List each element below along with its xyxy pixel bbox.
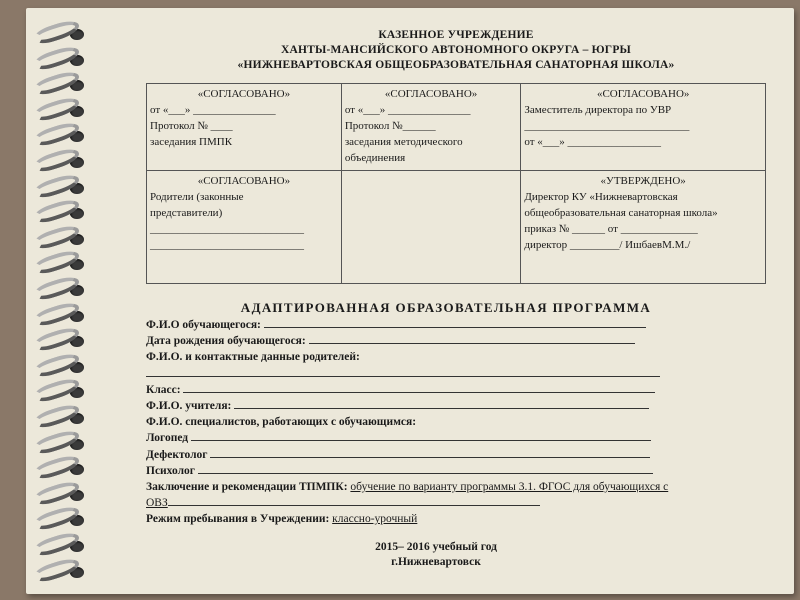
spiral-ring [30, 329, 90, 353]
header-line: «НИЖНЕВАРТОВСКАЯ ОБЩЕОБРАЗОВАТЕЛЬНАЯ САНАТОРНАЯ ШКОЛА» [237, 59, 675, 71]
spiral-binding [30, 22, 90, 597]
form-row-psychologist [146, 463, 786, 479]
spiral-ring [30, 73, 90, 97]
form-label: Класс: [146, 383, 181, 396]
approval-line: ______________________________ [524, 120, 690, 132]
spiral-ring [30, 252, 90, 276]
blank-field [198, 463, 653, 474]
approval-line: приказ № ______ от ______________ [524, 223, 698, 235]
blank-field [168, 495, 540, 506]
blank-field [146, 366, 660, 377]
approval-line: от «___» _______________ [344, 104, 471, 116]
approval-title: «СОГЛАСОВАНО» [384, 88, 478, 100]
form-label: Ф.И.О. и контактные данные родителей: [146, 351, 360, 364]
approval-line: ____________________________ [150, 223, 304, 235]
approval-line: Заместитель директора по УВР [524, 104, 672, 116]
notebook-page [26, 8, 794, 594]
form-label: Дата рождения обучающегося: [146, 335, 306, 348]
approval-cell-deputy [521, 84, 766, 171]
student-form [146, 317, 786, 528]
form-row-conclusion [146, 479, 786, 495]
approval-title: «УТВЕРЖДЕНО» [600, 175, 686, 187]
approval-cell-parents [147, 171, 342, 284]
form-row-parents [146, 349, 786, 365]
form-row-mode [146, 511, 786, 527]
mode-value: классно-урочный [332, 513, 418, 526]
approval-title: «СОГЛАСОВАНО» [197, 88, 291, 100]
form-label: Дефектолог [146, 448, 208, 461]
spiral-ring [30, 508, 90, 532]
approval-cell-method [341, 84, 521, 171]
form-row-conclusion-cont [146, 495, 786, 511]
spiral-ring [30, 483, 90, 507]
spiral-ring [30, 406, 90, 430]
spiral-ring [30, 22, 90, 46]
academic-year: 2015– 2016 учебный год [375, 541, 497, 553]
form-row-student [146, 317, 786, 333]
spiral-ring [30, 534, 90, 558]
conclusion-value-cont: ОВЗ [146, 497, 168, 510]
form-row-logoped [146, 430, 786, 446]
spiral-ring [30, 560, 90, 584]
spiral-ring [30, 176, 90, 200]
approval-cell-empty [341, 171, 521, 284]
form-label: Ф.И.О. учителя: [146, 400, 232, 413]
spiral-ring [30, 278, 90, 302]
header-line: ХАНТЫ-МАНСИЙСКОГО АВТОНОМНОГО ОКРУГА – ЮГРЫ [280, 44, 632, 56]
form-row-birth [146, 333, 786, 349]
approval-line: директор _________/ ИшбаевМ.М./ [524, 239, 691, 251]
blank-field [183, 382, 655, 393]
blank-field [264, 317, 646, 328]
form-label: Ф.И.О обучающегося: [146, 319, 261, 331]
approval-title: «СОГЛАСОВАНО» [197, 175, 291, 187]
approval-line: Протокол № ____ [150, 120, 233, 132]
spiral-ring [30, 432, 90, 456]
form-row-parents-blank [146, 366, 786, 382]
form-label: Ф.И.О. специалистов, работающих с обучающимся: [146, 416, 417, 429]
form-row-teacher [146, 398, 786, 414]
conclusion-value: обучение по варианту программы 3.1. ФГОС для обучающихся с [350, 481, 669, 494]
form-label: Режим пребывания в Учреждении: [146, 513, 330, 526]
blank-field [210, 447, 650, 458]
form-row-specialists [146, 414, 786, 430]
approval-line: ____________________________ [150, 239, 304, 251]
approval-table [146, 83, 766, 284]
spiral-ring [30, 380, 90, 404]
form-label: Логопед [146, 432, 189, 445]
spiral-ring [30, 304, 90, 328]
spiral-ring [30, 227, 90, 251]
approval-line: заседания методического [344, 136, 463, 148]
approval-line: от «___» _______________ [150, 104, 276, 116]
spiral-ring [30, 355, 90, 379]
document-footer [146, 540, 726, 570]
city: г.Нижневартовск [391, 556, 481, 568]
spiral-ring [30, 201, 90, 225]
approval-cell-director [521, 171, 766, 284]
spiral-ring [30, 457, 90, 481]
approval-line: Протокол №______ [344, 120, 436, 132]
form-row-class [146, 382, 786, 398]
blank-field [191, 430, 651, 441]
institution-header [146, 28, 766, 73]
approval-line: представители) [150, 207, 223, 219]
approval-cell-pmpk [147, 84, 342, 171]
spiral-ring [30, 99, 90, 123]
spiral-ring [30, 48, 90, 72]
approval-line: объединения [344, 152, 406, 164]
header-line: КАЗЕННОЕ УЧРЕЖДЕНИЕ [378, 29, 534, 41]
form-label: Заключение и рекомендации ТПМПК: [146, 481, 348, 494]
approval-title: «СОГЛАСОВАНО» [596, 88, 690, 100]
blank-field [234, 398, 649, 409]
form-label: Психолог [146, 464, 196, 477]
approval-line: Родители (законные [150, 191, 244, 203]
approval-line: Директор КУ «Нижневартовская [524, 191, 678, 203]
approval-line: общеобразовательная санаторная школа» [524, 207, 718, 219]
spiral-ring [30, 150, 90, 174]
program-title: АДАПТИРОВАННАЯ ОБРАЗОВАТЕЛЬНАЯ ПРОГРАММА [240, 300, 652, 315]
blank-field [309, 333, 635, 344]
approval-line: от «___» _________________ [524, 136, 662, 148]
approval-line: заседания ПМПК [150, 136, 233, 148]
form-row-defectolog [146, 447, 786, 463]
spiral-ring [30, 124, 90, 148]
